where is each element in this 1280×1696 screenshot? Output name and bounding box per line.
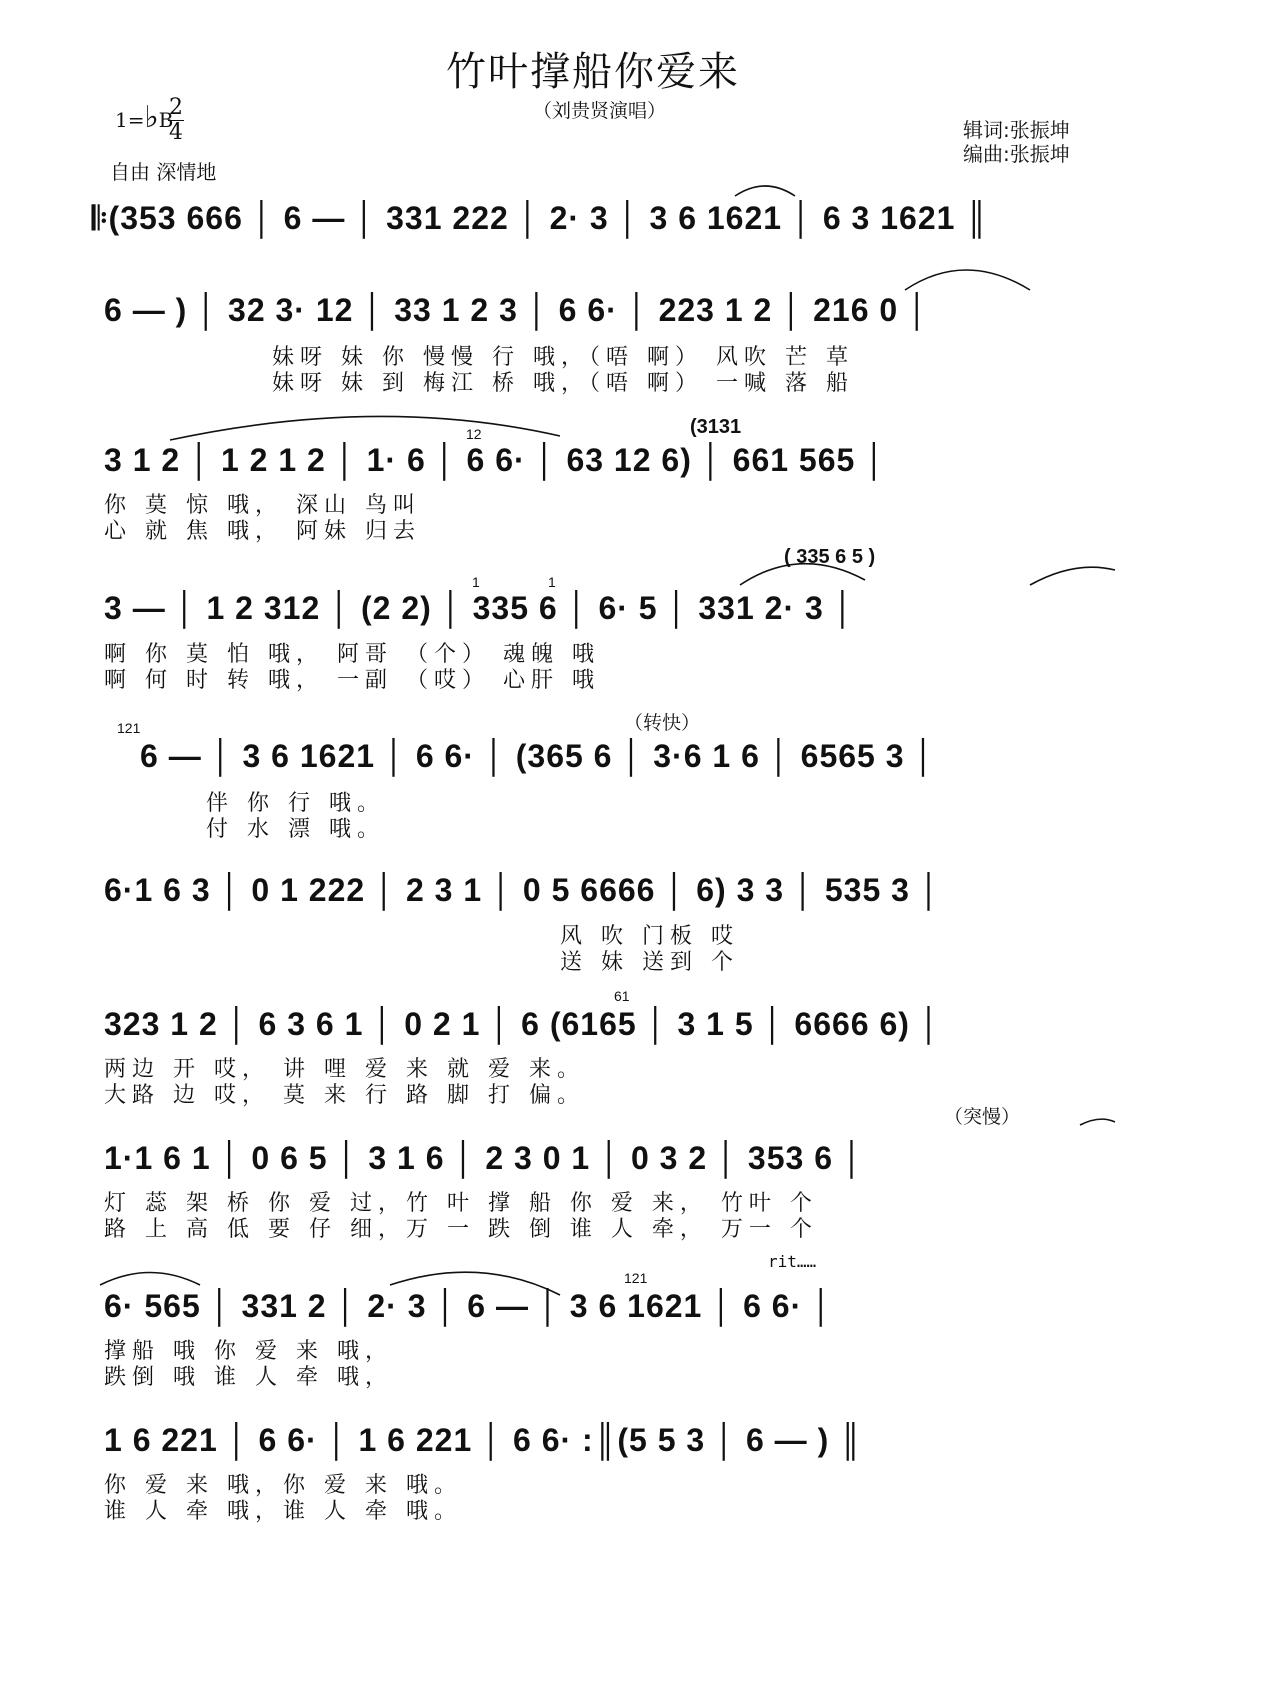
paren-3131: (3131 bbox=[690, 416, 742, 438]
lyrics-line-8b: 路 上 高 低 要 仔 细，万 一 跌 倒 谁 人 牵， 万一 个 bbox=[104, 1217, 818, 1242]
slur bbox=[740, 564, 865, 585]
notes-line-5: 6 — │ 3 6 1621 │ 6 6· │ (365 6 │ 3·6 1 6 │ 6565 3 │ bbox=[140, 738, 936, 774]
notes-line-3: 3 1 2 │ 1 2 1 2 │ 1· 6 │ 6 6· │ 63 12 6) │ 661 565 │ bbox=[104, 442, 887, 478]
lyrics-line-7b: 大路 边 哎， 莫 来 行 路 脚 打 偏。 bbox=[104, 1083, 585, 1108]
lyrics-line-7a: 两边 开 哎， 讲 哩 爱 来 就 爱 来。 bbox=[104, 1057, 585, 1082]
notes-line-2: 6 — ) │ 32 3· 12 │ 33 1 2 3 │ 6 6· │ 223 1 2 │ 216 0 │ bbox=[104, 292, 930, 328]
lyrics-line-9b: 跌倒 哦 谁 人 牵 哦， bbox=[104, 1365, 393, 1390]
slur bbox=[1080, 1119, 1115, 1125]
grace-note-1a: 1 bbox=[472, 574, 480, 590]
lyrics-line-5b: 付 水 漂 哦。 bbox=[206, 817, 385, 842]
lyricist-credit: 辑词:张振坤 bbox=[963, 118, 1070, 142]
grace-note-12: 12 bbox=[466, 426, 482, 442]
lyrics-line-4a: 啊 你 莫 怕 哦， 阿哥 （个） 魂魄 哦 bbox=[104, 642, 600, 667]
slur bbox=[100, 1273, 200, 1286]
lyrics-line-2a: 妹呀 妹 你 慢慢 行 哦，（唔 啊） 风吹 芒 草 bbox=[272, 345, 854, 370]
lyrics-line-6a: 风 吹 门板 哎 bbox=[560, 924, 739, 949]
grace-note-121b: 121 bbox=[624, 1270, 648, 1286]
flat-sign: ♭ bbox=[144, 100, 159, 135]
arranger-credit: 编曲:张振坤 bbox=[963, 142, 1070, 166]
notes-line-10: 1 6 221 │ 6 6· │ 1 6 221 │ 6 6· :║(5 5 3 │ 6 — ) ║ bbox=[104, 1422, 863, 1458]
key-prefix: 1= bbox=[115, 108, 145, 132]
grace-note-121: 121 bbox=[117, 720, 141, 736]
song-title: 竹叶撑船你爱来 bbox=[446, 49, 740, 95]
lyrics-line-6b: 送 妹 送到 个 bbox=[560, 950, 739, 975]
lyrics-line-4b: 啊 何 时 转 哦， 一副 （哎） 心肝 哦 bbox=[104, 668, 600, 693]
notes-line-4: 3 — │ 1 2 312 │ (2 2) │ 335 6 │ 6· 5 │ 331 2· 3 │ bbox=[104, 590, 855, 626]
slur bbox=[390, 1272, 560, 1295]
tempo-change-fast: （转快） bbox=[624, 712, 701, 734]
lyrics-line-3a: 你 莫 惊 哦， 深山 鸟叫 bbox=[104, 493, 421, 518]
notes-line-7: 323 1 2 │ 6 3 6 1 │ 0 2 1 │ 6 (6165 │ 3 1 5 │ 6666 6) │ bbox=[104, 1006, 941, 1042]
slur bbox=[905, 270, 1030, 290]
notes-line-9: 6· 565 │ 331 2 │ 2· 3 │ 6 — │ 3 6 1621 │ 6 6· │ bbox=[104, 1288, 834, 1324]
lyrics-line-8a: 灯 蕊 架 桥 你 爱 过，竹 叶 撑 船 你 爱 来， 竹叶 个 bbox=[104, 1191, 818, 1216]
tempo-change-slow: （突慢） bbox=[944, 1106, 1021, 1128]
grace-note-1b: 1 bbox=[548, 574, 556, 590]
notes-line-1: 𝄆(353 666 │ 6 — │ 331 222 │ 2· 3 │ 3 6 1621 │ 6 3 1621 ║ bbox=[92, 200, 989, 236]
time-bottom: 4 bbox=[169, 120, 183, 145]
grace-note-61: 61 bbox=[614, 988, 630, 1004]
lyrics-line-9a: 撑船 哦 你 爱 来 哦， bbox=[104, 1339, 393, 1364]
paren-335-65: ( 335 6 5 ) bbox=[784, 546, 876, 568]
slur bbox=[735, 186, 795, 196]
tempo-marking: 自由 深情地 bbox=[110, 160, 217, 184]
key-letter: B bbox=[158, 108, 174, 132]
ritardando-marking: rit…… bbox=[768, 1252, 817, 1271]
lyrics-line-5a: 伴 你 行 哦。 bbox=[206, 791, 385, 816]
slur bbox=[1030, 567, 1115, 585]
slur bbox=[170, 416, 560, 440]
notes-line-6: 6·1 6 3 │ 0 1 222 │ 2 3 1 │ 0 5 6666 │ 6) 3 3 │ 535 3 │ bbox=[104, 872, 941, 908]
performer-credit: （刘贵贤演唱） bbox=[533, 100, 667, 122]
notes-line-8: 1·1 6 1 │ 0 6 5 │ 3 1 6 │ 2 3 0 1 │ 0 3 2 │ 353 6 │ bbox=[104, 1140, 864, 1176]
lyrics-line-2b: 妹呀 妹 到 梅江 桥 哦，（唔 啊） 一喊 落 船 bbox=[272, 371, 854, 396]
lyrics-line-3b: 心 就 焦 哦， 阿妹 归去 bbox=[104, 519, 421, 544]
lyrics-line-10b: 谁 人 牵 哦，谁 人 牵 哦。 bbox=[104, 1499, 462, 1524]
lyrics-line-10a: 你 爱 来 哦，你 爱 来 哦。 bbox=[104, 1473, 462, 1498]
time-top: 2 bbox=[169, 95, 183, 120]
